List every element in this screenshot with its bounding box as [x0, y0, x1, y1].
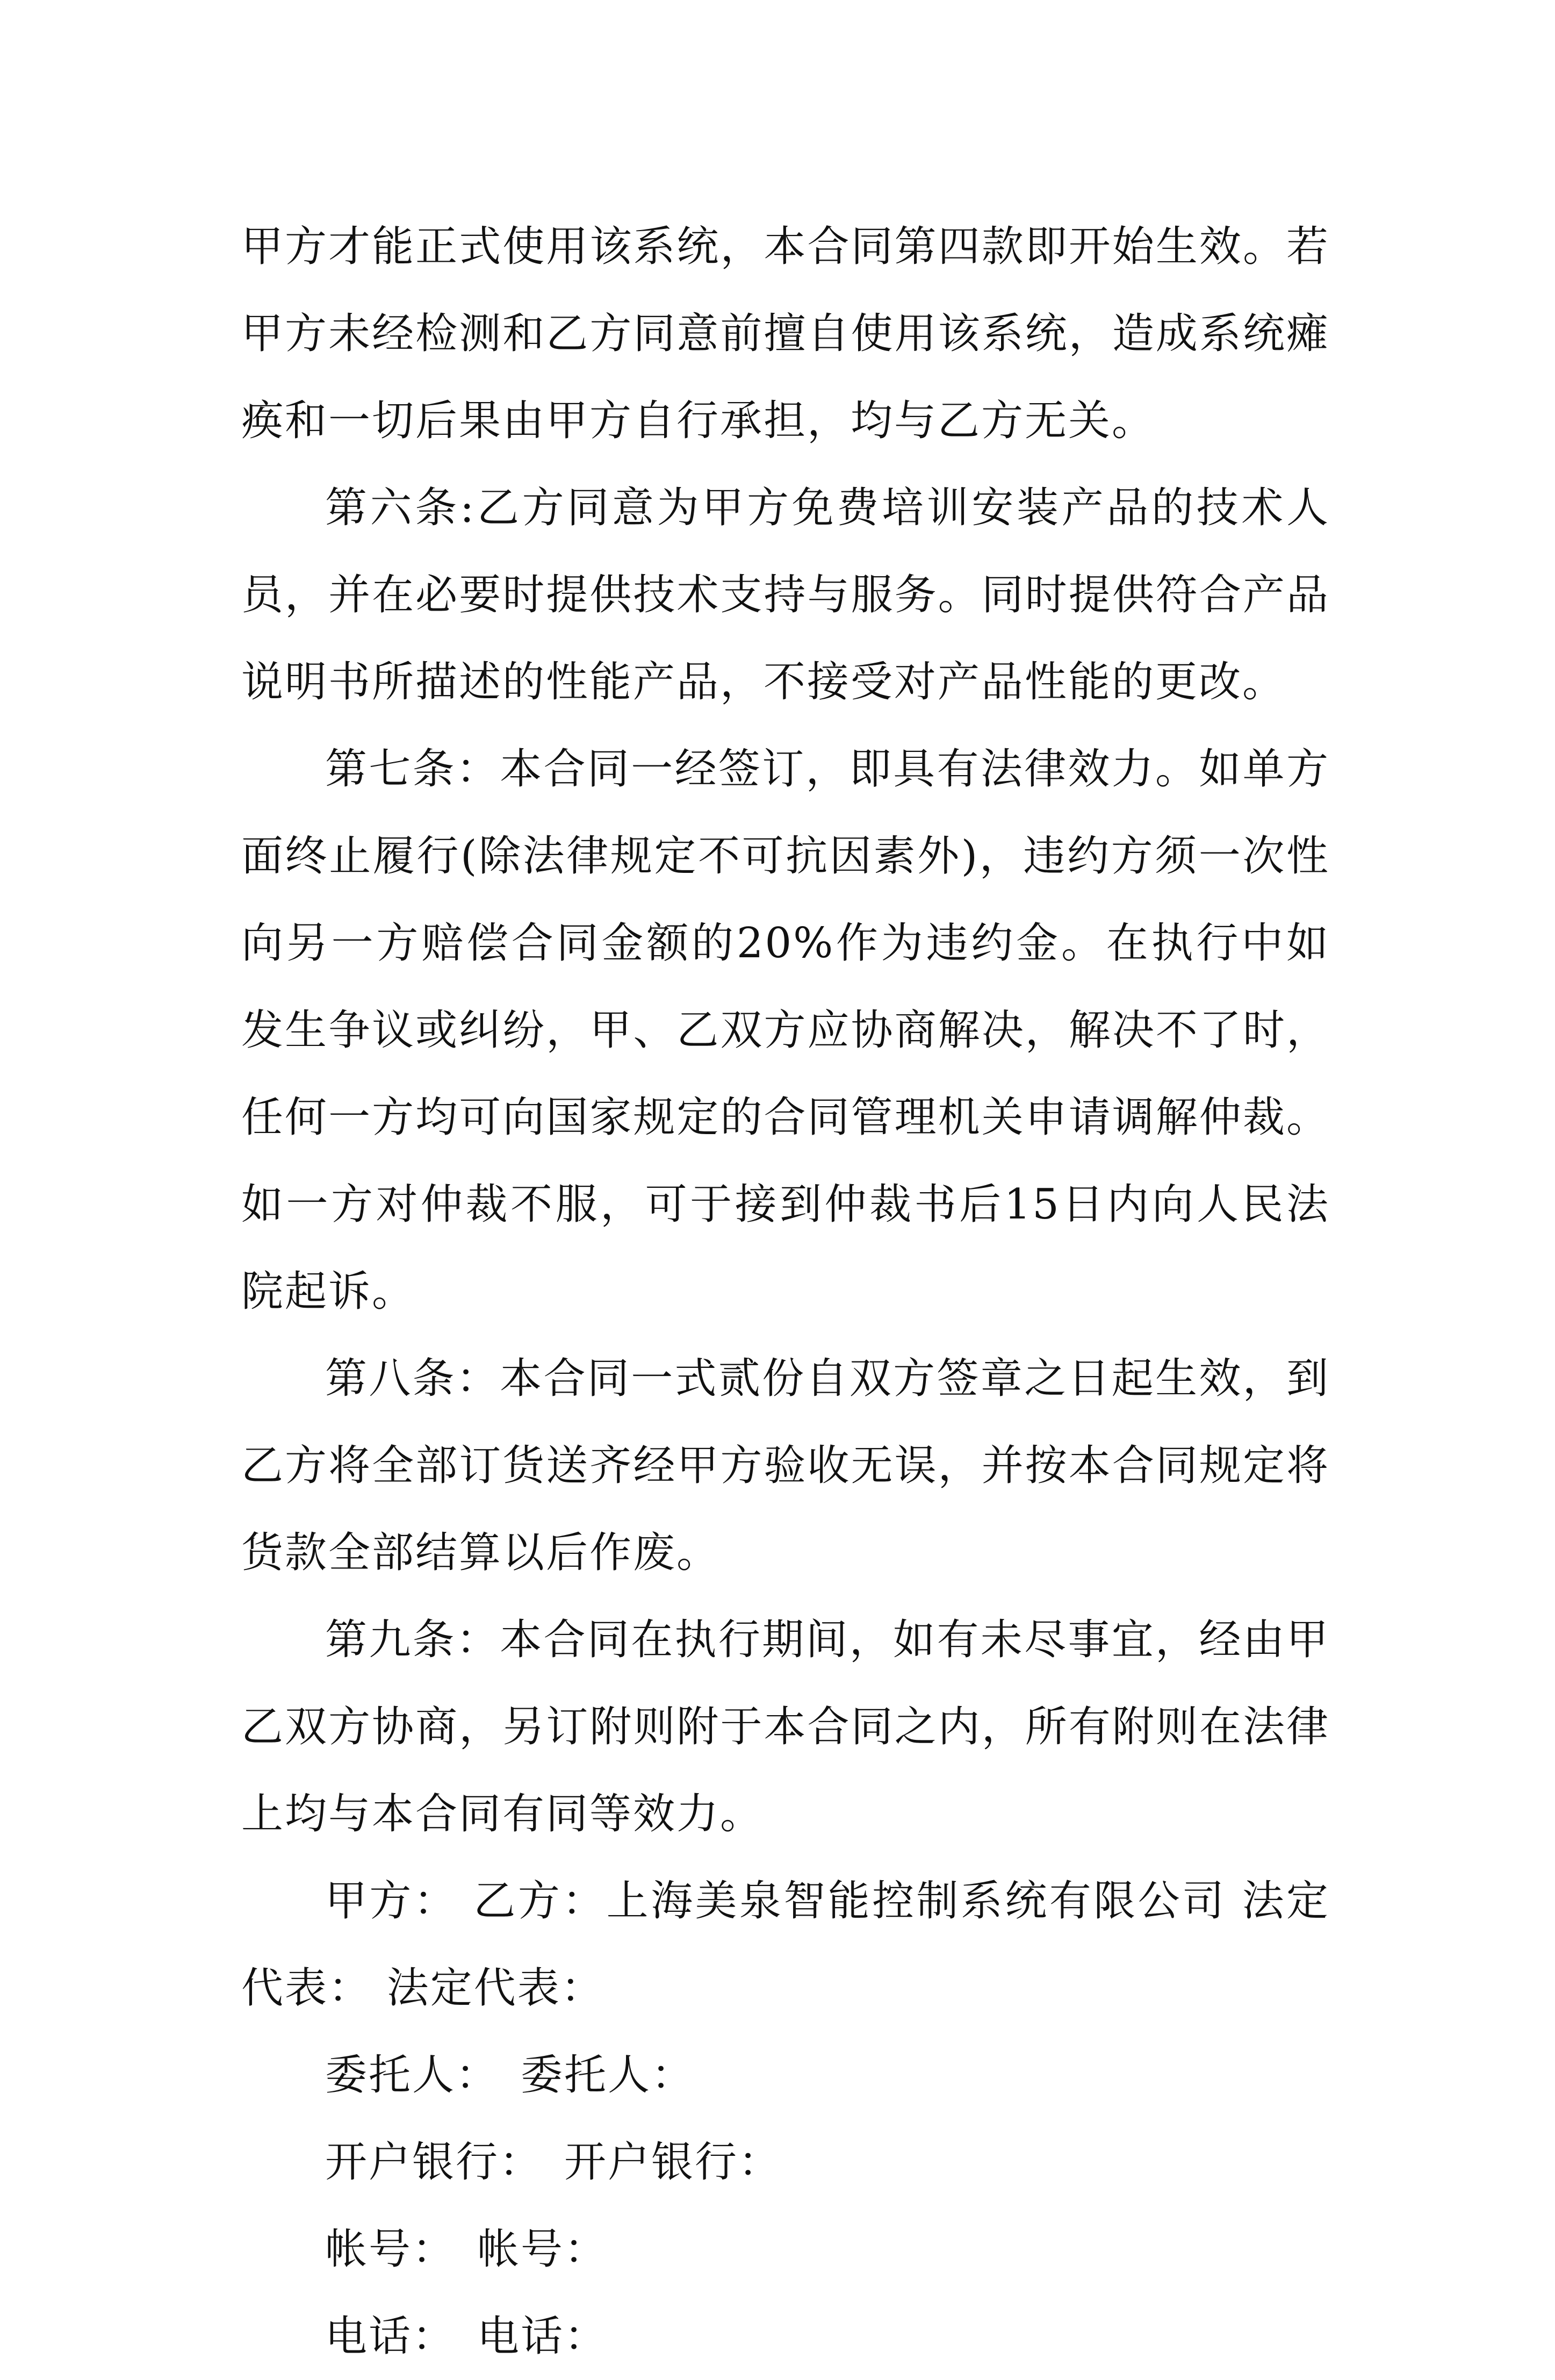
- party-a-entrusted-label: 委托人：: [325, 2051, 500, 2099]
- signature-line-bank: [241, 2119, 1330, 2206]
- paragraph-parties: 甲方： 乙方：上海美泉智能控制系统有限公司 法定代表： 法定代表：: [241, 1877, 1330, 2012]
- paragraph-continuation: 甲方才能正式使用该系统，本合同第四款即开始生效。若甲方未经检测和乙方同意前擅自使用该系统，造成系统瘫痪和一切后果由甲方自行承担，均与乙方无关。: [241, 223, 1330, 445]
- party-b-entrusted-label: 委托人：: [521, 2051, 695, 2099]
- party-a-bank-label: 开户银行：: [325, 2138, 543, 2187]
- paragraph-article-9: 第九条：本合同在执行期间，如有未尽事宜，经由甲乙双方协商，另订附则附于本合同之内，所有附则在法律上均与本合同有同等效力。: [241, 1616, 1330, 1838]
- party-b-phone-label: 电话：: [477, 2312, 608, 2361]
- paragraph-article-8: 第八条：本合同一式贰份自双方签章之日起生效，到乙方将全部订货送齐经甲方验收无误，并按本合同规定将货款全部结算以后作废。: [241, 1354, 1330, 1577]
- signature-line-phone: [241, 2293, 1330, 2380]
- party-a-account-label: 帐号：: [325, 2225, 456, 2274]
- party-b-bank-label: 开户银行：: [564, 2138, 782, 2187]
- paragraph-article-7: 第七条：本合同一经签订，即具有法律效力。如单方面终止履行(除法律规定不可抗因素外)，违约方须一次性向另一方赔偿合同金额的20%作为违约金。在执行中如发生争议或纠纷，甲、乙双方应协商解决，解决不了时，任何一方均可向国家规定的合同管理机关申请调解仲裁。如一方对仲裁不服，可于接到仲裁书后15日内向人民法院起诉。: [241, 745, 1330, 1316]
- signature-line-entrusted: [241, 2032, 1330, 2119]
- contract-body: [241, 203, 1330, 2380]
- signature-line-account: [241, 2206, 1330, 2293]
- paragraph-article-6: 第六条:乙方同意为甲方免费培训安装产品的技术人员，并在必要时提供技术支持与服务。同时提供符合产品说明书所描述的性能产品，不接受对产品性能的更改。: [241, 484, 1330, 706]
- party-b-account-label: 帐号：: [477, 2225, 608, 2274]
- party-a-phone-label: 电话：: [325, 2312, 456, 2361]
